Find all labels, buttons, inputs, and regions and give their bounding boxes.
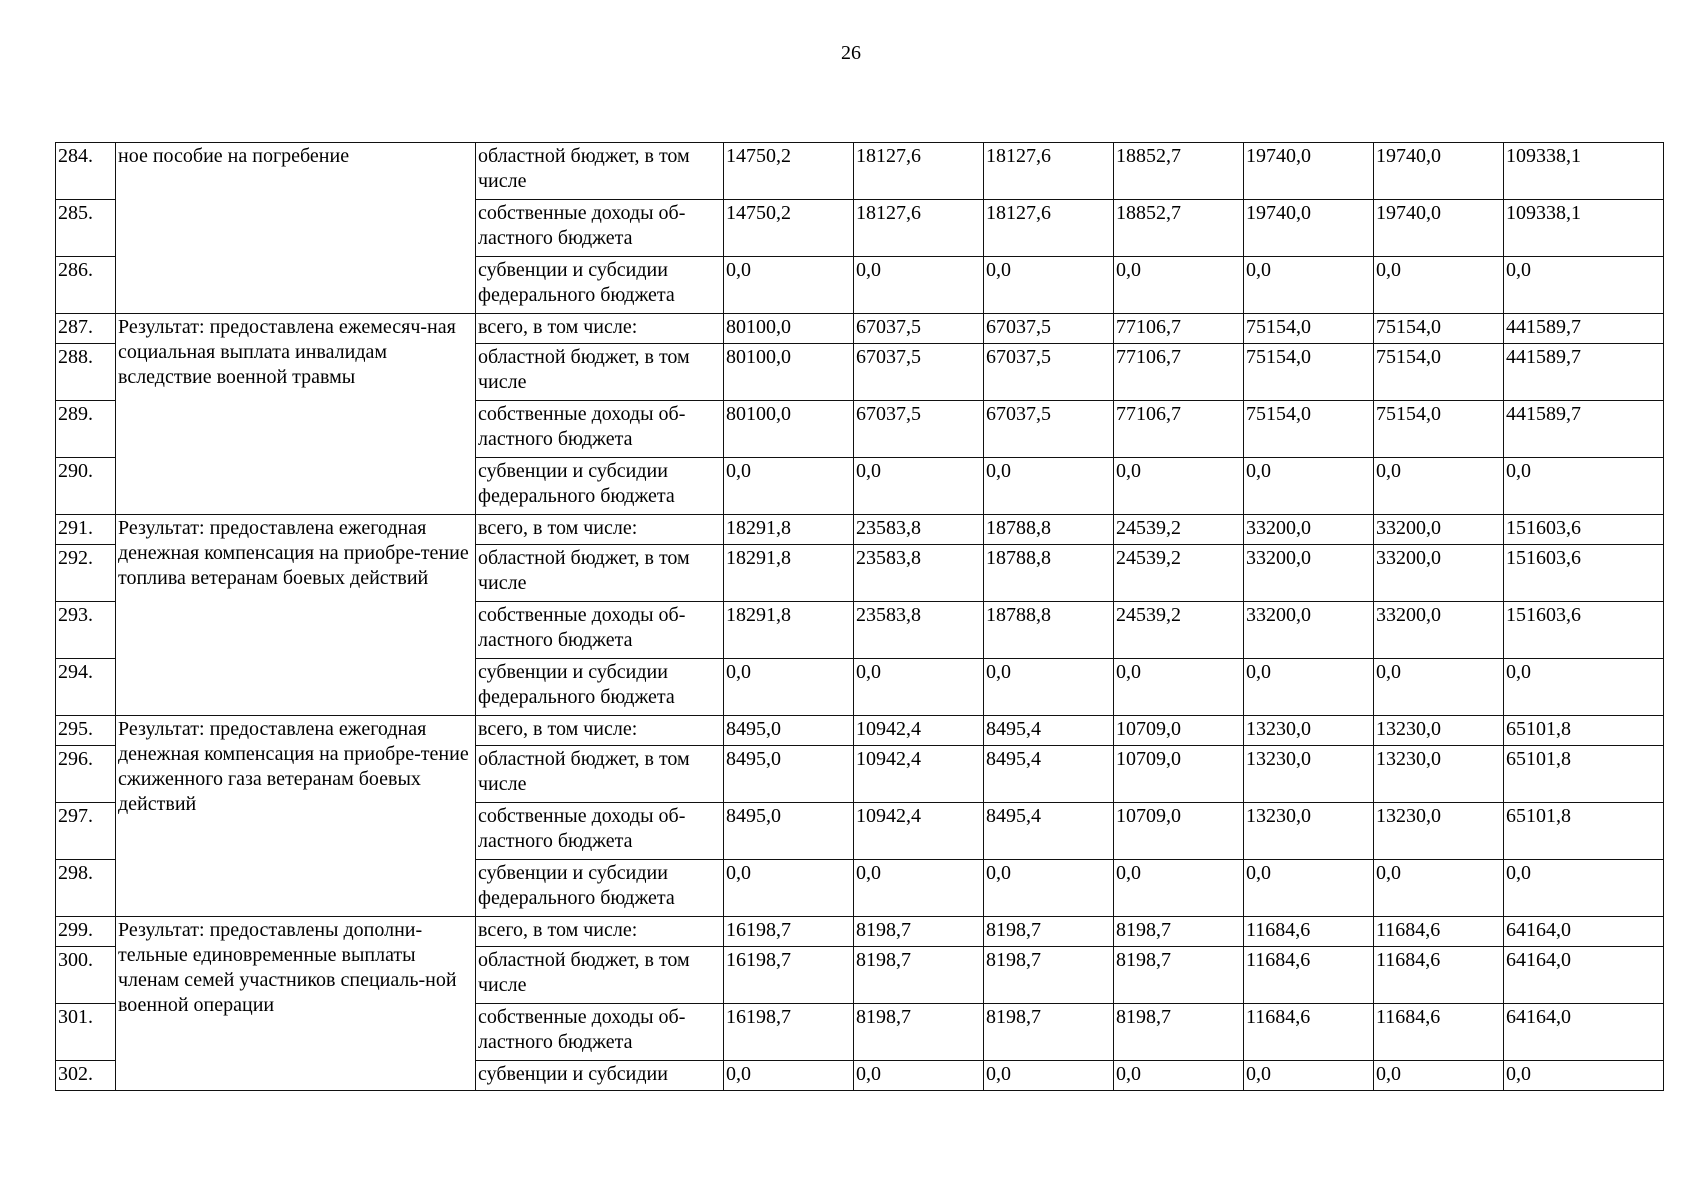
year-value: 8198,7	[854, 1004, 984, 1061]
year-value: 33200,0	[1244, 545, 1374, 602]
year-value: 75154,0	[1374, 401, 1504, 458]
year-value: 8495,0	[724, 803, 854, 860]
year-value: 0,0	[1374, 860, 1504, 917]
page-number: 26	[841, 42, 861, 64]
year-value: 8495,0	[724, 746, 854, 803]
result-description: Результат: предоставлена ежегодная денежная компенсация на приобре-тение сжиженного газа ветеранам боевых действий	[116, 716, 476, 917]
total-value: 65101,8	[1504, 803, 1664, 860]
year-value: 8495,4	[984, 803, 1114, 860]
year-value: 0,0	[1114, 860, 1244, 917]
total-value: 0,0	[1504, 1061, 1664, 1091]
row-number: 297.	[56, 803, 116, 860]
year-value: 67037,5	[984, 401, 1114, 458]
year-value: 18852,7	[1114, 200, 1244, 257]
year-value: 8495,0	[724, 716, 854, 746]
year-value: 8198,7	[984, 947, 1114, 1004]
year-value: 0,0	[1374, 257, 1504, 314]
total-value: 0,0	[1504, 659, 1664, 716]
result-description: Результат: предоставлена ежемесяч-ная социальная выплата инвалидам вследствие военной травмы	[116, 314, 476, 515]
year-value: 18788,8	[984, 545, 1114, 602]
total-value: 109338,1	[1504, 200, 1664, 257]
row-number: 288.	[56, 344, 116, 401]
year-value: 10709,0	[1114, 803, 1244, 860]
year-value: 80100,0	[724, 314, 854, 344]
year-value: 0,0	[984, 458, 1114, 515]
total-value: 109338,1	[1504, 143, 1664, 200]
year-value: 11684,6	[1374, 1004, 1504, 1061]
total-value: 65101,8	[1504, 716, 1664, 746]
year-value: 16198,7	[724, 947, 854, 1004]
year-value: 75154,0	[1244, 344, 1374, 401]
total-value: 0,0	[1504, 257, 1664, 314]
year-value: 8198,7	[984, 1004, 1114, 1061]
year-value: 10709,0	[1114, 746, 1244, 803]
budget-table	[55, 142, 1664, 1091]
year-value: 18127,6	[854, 200, 984, 257]
year-value: 33200,0	[1244, 602, 1374, 659]
year-value: 0,0	[984, 659, 1114, 716]
funding-source: областной бюджет, в том числе	[476, 545, 724, 602]
row-number: 300.	[56, 947, 116, 1004]
funding-source: всего, в том числе:	[476, 917, 724, 947]
year-value: 0,0	[1374, 1061, 1504, 1091]
row-number: 291.	[56, 515, 116, 545]
year-value: 8198,7	[1114, 1004, 1244, 1061]
total-value: 64164,0	[1504, 917, 1664, 947]
year-value: 80100,0	[724, 344, 854, 401]
table-row	[56, 716, 1664, 746]
year-value: 23583,8	[854, 602, 984, 659]
year-value: 14750,2	[724, 200, 854, 257]
funding-source: субвенции и субсидии федерального бюджета	[476, 257, 724, 314]
year-value: 0,0	[854, 659, 984, 716]
row-number: 293.	[56, 602, 116, 659]
year-value: 8198,7	[854, 947, 984, 1004]
year-value: 0,0	[854, 257, 984, 314]
result-description: ное пособие на погребение	[116, 143, 476, 314]
funding-source: собственные доходы об-ластного бюджета	[476, 1004, 724, 1061]
year-value: 8495,4	[984, 746, 1114, 803]
year-value: 11684,6	[1244, 1004, 1374, 1061]
row-number: 284.	[56, 143, 116, 200]
year-value: 0,0	[1114, 1061, 1244, 1091]
year-value: 75154,0	[1374, 314, 1504, 344]
total-value: 441589,7	[1504, 344, 1664, 401]
year-value: 18788,8	[984, 515, 1114, 545]
year-value: 11684,6	[1374, 947, 1504, 1004]
table-body	[56, 143, 1664, 1091]
funding-source: областной бюджет, в том числе	[476, 344, 724, 401]
year-value: 19740,0	[1244, 200, 1374, 257]
year-value: 18127,6	[854, 143, 984, 200]
row-number: 301.	[56, 1004, 116, 1061]
funding-source: субвенции и субсидии	[476, 1061, 724, 1091]
year-value: 11684,6	[1374, 917, 1504, 947]
year-value: 24539,2	[1114, 545, 1244, 602]
funding-source: собственные доходы об-ластного бюджета	[476, 803, 724, 860]
year-value: 77106,7	[1114, 401, 1244, 458]
year-value: 11684,6	[1244, 947, 1374, 1004]
year-value: 23583,8	[854, 545, 984, 602]
total-value: 0,0	[1504, 458, 1664, 515]
year-value: 0,0	[854, 1061, 984, 1091]
row-number: 299.	[56, 917, 116, 947]
funding-source: субвенции и субсидии федерального бюджета	[476, 458, 724, 515]
year-value: 13230,0	[1374, 746, 1504, 803]
year-value: 0,0	[1244, 860, 1374, 917]
year-value: 8198,7	[854, 917, 984, 947]
year-value: 0,0	[1244, 1061, 1374, 1091]
row-number: 289.	[56, 401, 116, 458]
year-value: 13230,0	[1374, 716, 1504, 746]
year-value: 8495,4	[984, 716, 1114, 746]
year-value: 80100,0	[724, 401, 854, 458]
year-value: 18788,8	[984, 602, 1114, 659]
year-value: 67037,5	[984, 344, 1114, 401]
year-value: 10942,4	[854, 746, 984, 803]
total-value: 441589,7	[1504, 314, 1664, 344]
year-value: 8198,7	[1114, 947, 1244, 1004]
year-value: 18291,8	[724, 545, 854, 602]
year-value: 19740,0	[1244, 143, 1374, 200]
funding-source: собственные доходы об-ластного бюджета	[476, 401, 724, 458]
year-value: 10709,0	[1114, 716, 1244, 746]
year-value: 23583,8	[854, 515, 984, 545]
year-value: 14750,2	[724, 143, 854, 200]
year-value: 13230,0	[1244, 746, 1374, 803]
year-value: 0,0	[1244, 458, 1374, 515]
year-value: 0,0	[1374, 659, 1504, 716]
year-value: 77106,7	[1114, 344, 1244, 401]
row-number: 298.	[56, 860, 116, 917]
year-value: 18291,8	[724, 515, 854, 545]
year-value: 33200,0	[1374, 602, 1504, 659]
year-value: 8198,7	[1114, 917, 1244, 947]
year-value: 77106,7	[1114, 314, 1244, 344]
year-value: 24539,2	[1114, 515, 1244, 545]
total-value: 64164,0	[1504, 947, 1664, 1004]
year-value: 0,0	[1374, 458, 1504, 515]
year-value: 0,0	[854, 860, 984, 917]
result-description: Результат: предоставлена ежегодная денежная компенсация на приобре-тение топлива ветеранам боевых действий	[116, 515, 476, 716]
year-value: 13230,0	[1244, 803, 1374, 860]
year-value: 33200,0	[1374, 545, 1504, 602]
table-row	[56, 917, 1664, 947]
row-number: 290.	[56, 458, 116, 515]
year-value: 13230,0	[1374, 803, 1504, 860]
year-value: 0,0	[724, 1061, 854, 1091]
funding-source: областной бюджет, в том числе	[476, 746, 724, 803]
year-value: 19740,0	[1374, 143, 1504, 200]
funding-source: областной бюджет, в том числе	[476, 143, 724, 200]
year-value: 0,0	[984, 860, 1114, 917]
funding-source: всего, в том числе:	[476, 515, 724, 545]
year-value: 67037,5	[854, 401, 984, 458]
year-value: 75154,0	[1244, 314, 1374, 344]
year-value: 18852,7	[1114, 143, 1244, 200]
row-number: 285.	[56, 200, 116, 257]
total-value: 151603,6	[1504, 602, 1664, 659]
funding-source: субвенции и субсидии федерального бюджета	[476, 659, 724, 716]
year-value: 0,0	[1244, 659, 1374, 716]
table-row	[56, 143, 1664, 200]
year-value: 10942,4	[854, 803, 984, 860]
year-value: 0,0	[724, 458, 854, 515]
row-number: 287.	[56, 314, 116, 344]
year-value: 0,0	[1114, 257, 1244, 314]
year-value: 16198,7	[724, 917, 854, 947]
total-value: 65101,8	[1504, 746, 1664, 803]
funding-source: всего, в том числе:	[476, 716, 724, 746]
year-value: 75154,0	[1244, 401, 1374, 458]
table-row	[56, 314, 1664, 344]
row-number: 294.	[56, 659, 116, 716]
funding-source: областной бюджет, в том числе	[476, 947, 724, 1004]
funding-source: собственные доходы об-ластного бюджета	[476, 602, 724, 659]
result-description: Результат: предоставлены дополни-тельные единовременные выплаты членам семей участников специаль-ной военной операции	[116, 917, 476, 1091]
year-value: 8198,7	[984, 917, 1114, 947]
year-value: 0,0	[984, 1061, 1114, 1091]
year-value: 67037,5	[984, 314, 1114, 344]
year-value: 13230,0	[1244, 716, 1374, 746]
year-value: 0,0	[1244, 257, 1374, 314]
year-value: 18291,8	[724, 602, 854, 659]
table-row	[56, 515, 1664, 545]
year-value: 67037,5	[854, 314, 984, 344]
total-value: 0,0	[1504, 860, 1664, 917]
year-value: 0,0	[984, 257, 1114, 314]
year-value: 0,0	[724, 659, 854, 716]
row-number: 292.	[56, 545, 116, 602]
row-number: 286.	[56, 257, 116, 314]
funding-source: субвенции и субсидии федерального бюджета	[476, 860, 724, 917]
year-value: 0,0	[724, 860, 854, 917]
funding-source: всего, в том числе:	[476, 314, 724, 344]
year-value: 33200,0	[1244, 515, 1374, 545]
total-value: 441589,7	[1504, 401, 1664, 458]
total-value: 151603,6	[1504, 545, 1664, 602]
year-value: 0,0	[854, 458, 984, 515]
row-number: 295.	[56, 716, 116, 746]
year-value: 0,0	[1114, 458, 1244, 515]
funding-source: собственные доходы об-ластного бюджета	[476, 200, 724, 257]
year-value: 33200,0	[1374, 515, 1504, 545]
row-number: 296.	[56, 746, 116, 803]
row-number: 302.	[56, 1061, 116, 1091]
year-value: 75154,0	[1374, 344, 1504, 401]
total-value: 64164,0	[1504, 1004, 1664, 1061]
year-value: 16198,7	[724, 1004, 854, 1061]
year-value: 67037,5	[854, 344, 984, 401]
year-value: 0,0	[1114, 659, 1244, 716]
year-value: 0,0	[724, 257, 854, 314]
year-value: 10942,4	[854, 716, 984, 746]
year-value: 24539,2	[1114, 602, 1244, 659]
year-value: 19740,0	[1374, 200, 1504, 257]
year-value: 18127,6	[984, 143, 1114, 200]
year-value: 18127,6	[984, 200, 1114, 257]
total-value: 151603,6	[1504, 515, 1664, 545]
year-value: 11684,6	[1244, 917, 1374, 947]
